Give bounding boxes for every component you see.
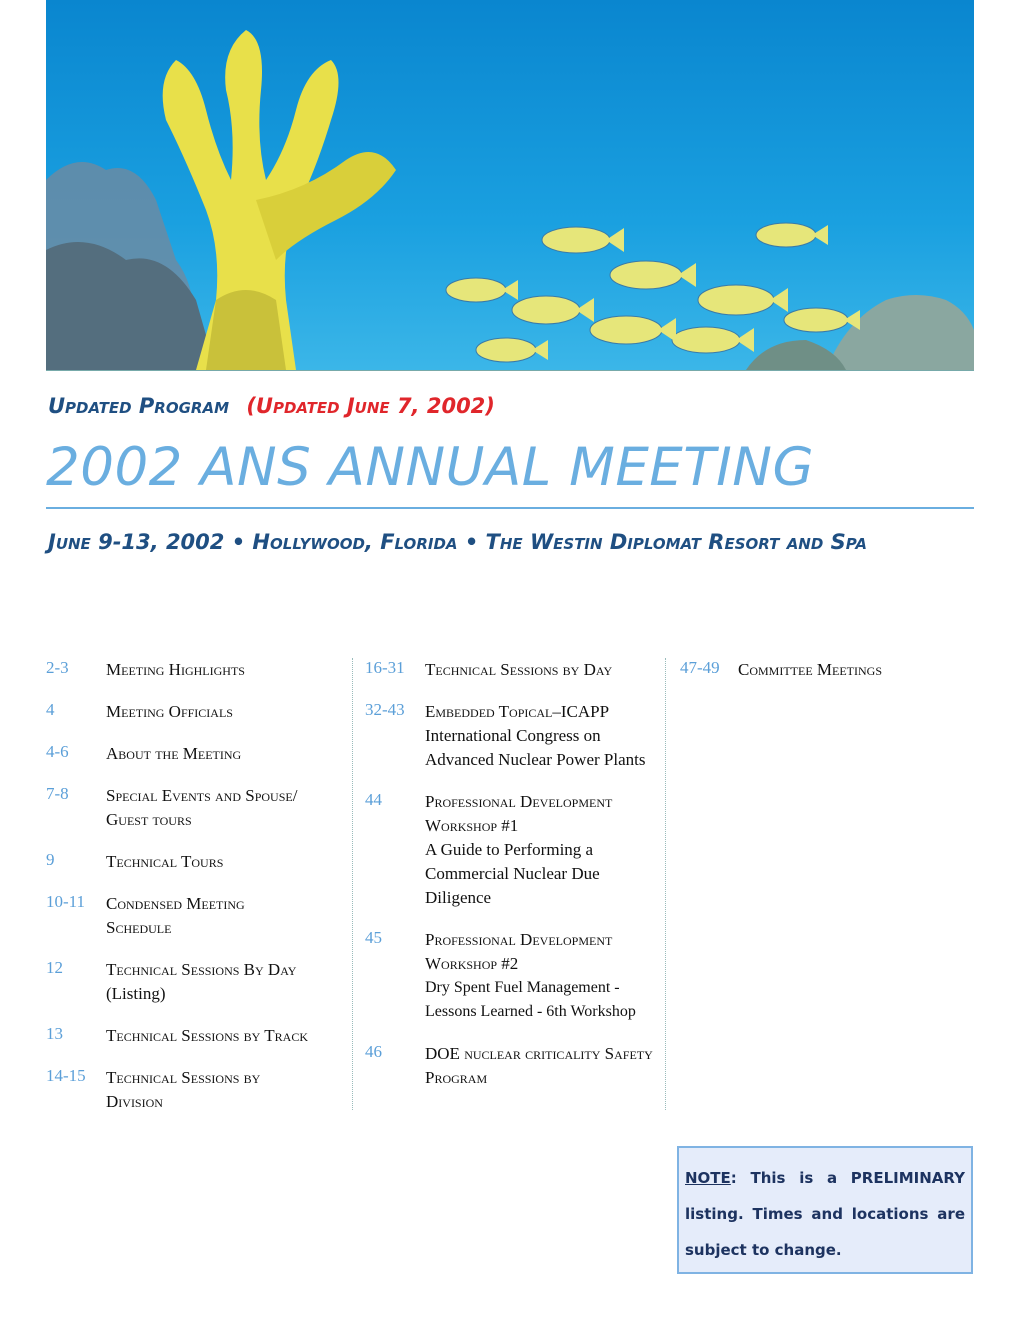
toc-entry [46,658,350,682]
note-label: NOTE [685,1169,731,1187]
toc-title: DOE nuclear criticality Safety Program [425,1044,653,1087]
toc-title: Technical Sessions by Track [106,1026,309,1045]
toc-page-number: 13 [46,1024,63,1043]
preliminary-note-box [677,1146,973,1274]
toc-page-number: 4 [46,700,55,719]
toc-title: Condensed Meeting Schedule [106,894,245,937]
toc-entry [46,784,350,832]
toc-page-number: 46 [365,1042,382,1061]
toc-entry [46,700,350,724]
toc-page-number: 47-49 [680,658,720,677]
toc-title: Committee Meetings [738,660,883,679]
toc-detail: (Listing) [106,984,166,1003]
toc-title: Meeting Highlights [106,660,245,679]
toc-entry [46,958,350,1006]
toc-title: Special Events and Spouse/ Guest tours [106,786,298,829]
toc-page-number: 9 [46,850,55,869]
toc-title: Technical Sessions By Day [106,960,297,979]
toc-page-number: 4-6 [46,742,69,761]
cover-photo-coral-reef [46,0,974,371]
toc-entry [46,892,350,940]
toc-title: Technical Sessions by Day [425,660,613,679]
toc-page-number: 14-15 [46,1066,86,1085]
meeting-title: 2002 ANS ANNUAL MEETING [46,437,815,498]
toc-entry [353,658,665,682]
toc-detail: International Congress on Advanced Nuclear Power Plants [425,726,646,769]
toc-page-number: 32-43 [365,700,405,719]
toc-title: Technical Tours [106,852,224,871]
toc-title: Professional Development Workshop #2 [425,930,613,973]
updated-date: (Updated June 7, 2002) [246,394,495,418]
toc-page-number: 44 [365,790,382,809]
toc-entry [46,850,350,874]
toc-entry [46,1066,350,1114]
toc-detail: A Guide to Performing a Commercial Nuclear Due Diligence [425,840,600,907]
toc-page-number: 10-11 [46,892,86,911]
toc-column-1 [46,658,350,1132]
toc-page-number: 7-8 [46,784,69,803]
toc-title: Professional Development Workshop #1 [425,792,613,835]
updated-program-header [48,394,495,418]
toc-entry [353,700,665,772]
toc-entry [353,1042,665,1090]
toc-page-number: 2-3 [46,658,69,677]
toc-detail: Dry Spent Fuel Management - Lessons Learned - 6th Workshop [425,979,636,1020]
toc-page-number: 16-31 [365,658,405,677]
toc-entry [353,790,665,910]
toc-title: Embedded Topical–ICAPP [425,702,610,721]
title-divider [46,507,974,509]
toc-column-3 [668,658,968,700]
toc-title: Technical Sessions by Division [106,1068,261,1111]
toc-page-number: 12 [46,958,63,977]
toc-page-number: 45 [365,928,382,947]
toc-entry [46,742,350,766]
toc-entry [668,658,968,682]
toc-title: Meeting Officials [106,702,233,721]
meeting-subtitle: June 9-13, 2002 • Hollywood, Florida • The Westin Diplomat Resort and Spa [48,530,867,554]
reef-illustration [46,0,974,370]
note-text: : This is a PRELIMINARY listing. Times and locations are subject to change. [685,1169,965,1259]
updated-program-label: Updated Program [48,394,230,418]
toc-entry [46,1024,350,1048]
toc-entry [353,928,665,1024]
toc-title: About the Meeting [106,744,242,763]
toc-column-2 [352,658,666,1110]
